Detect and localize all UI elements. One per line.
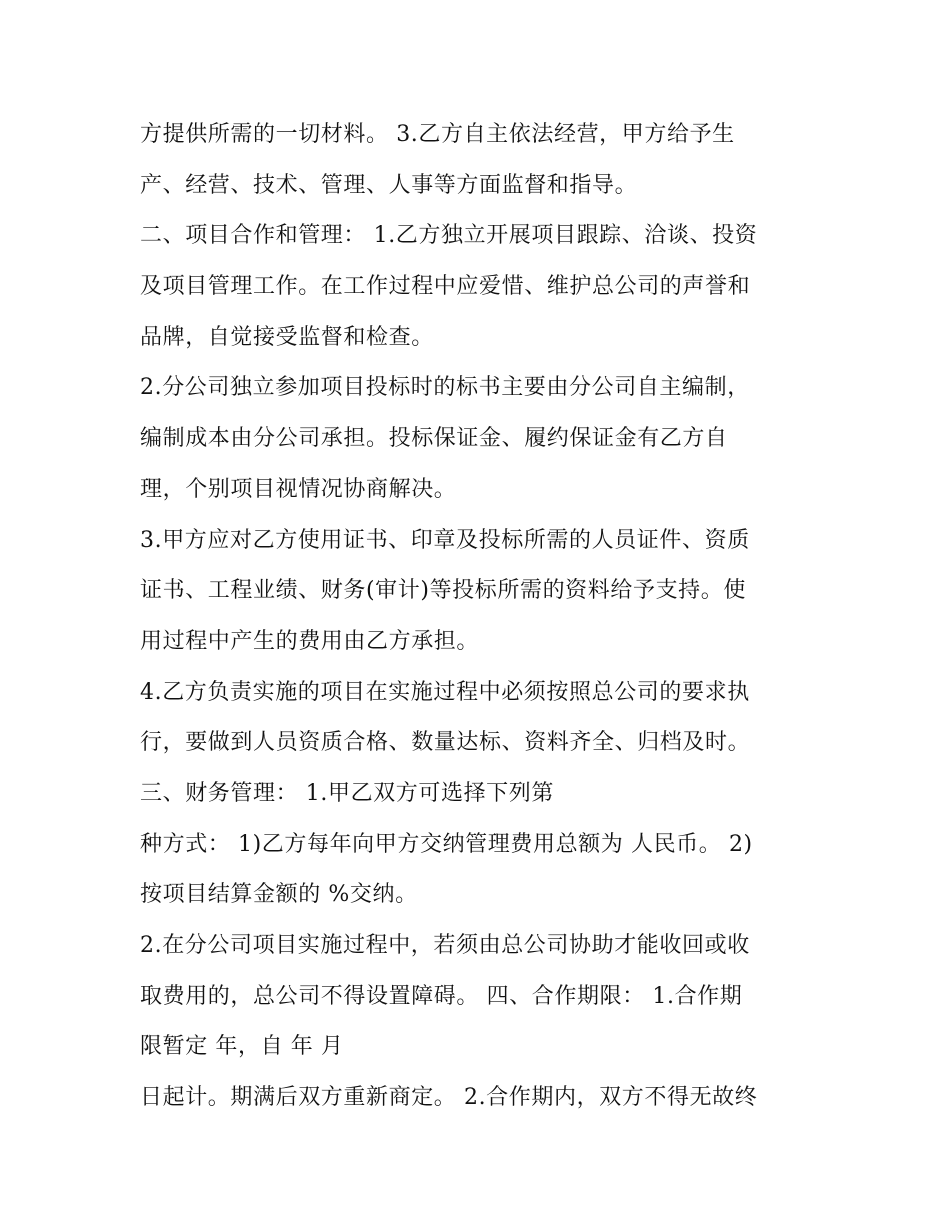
text-line: 理，个别项目视情况协商解决。 [140, 476, 457, 502]
text-line: 二、项目合作和管理： 1.乙方独立开展项目跟踪、洽谈、投资 [140, 223, 758, 249]
text-line: 日起计。期满后双方重新商定。 2.合作期内，双方不得无故终 [140, 1085, 758, 1111]
text-line: 品牌，自觉接受监督和检查。 [140, 324, 434, 350]
text-line: 按项目结算金额的 %交纳。 [140, 882, 418, 908]
text-line: 用过程中产生的费用由乙方承担。 [140, 628, 480, 654]
text-line: 2.分公司独立参加项目投标时的标书主要由分公司自主编制， [140, 375, 750, 401]
text-line: 种方式： 1)乙方每年向甲方交纳管理费用总额为 人民币。 2) [140, 831, 753, 857]
text-line: 编制成本由分公司承担。投标保证金、履约保证金有乙方自 [140, 426, 728, 452]
text-line: 及项目管理工作。在工作过程中应爱惜、维护总公司的声誉和 [140, 274, 751, 300]
text-line: 方提供所需的一切材料。 3.乙方自主依法经营，甲方给予生 [140, 122, 735, 147]
text-line: 产、经营、技术、管理、人事等方面监督和指导。 [140, 172, 638, 198]
text-line: 三、财务管理： 1.甲乙双方可选择下列第 [140, 780, 554, 806]
text-line: 3.甲方应对乙方使用证书、印章及投标所需的人员证件、资质 [140, 527, 750, 553]
text-line: 4.乙方负责实施的项目在实施过程中必须按照总公司的要求执 [140, 679, 750, 705]
text-line: 取费用的，总公司不得设置障碍。 四、合作期限： 1.合作期 [140, 983, 743, 1009]
text-line: 2.在分公司项目实施过程中，若须由总公司协助才能收回或收 [140, 933, 750, 958]
text-line: 限暂定 年，自 年 月 [140, 1034, 344, 1060]
text-line: 证书、工程业绩、财务(审计)等投标所需的资料给予支持。使 [140, 578, 746, 604]
text-line: 行，要做到人员资质合格、数量达标、资料齐全、归档及时。 [140, 730, 751, 756]
document-body [140, 110, 820, 1124]
